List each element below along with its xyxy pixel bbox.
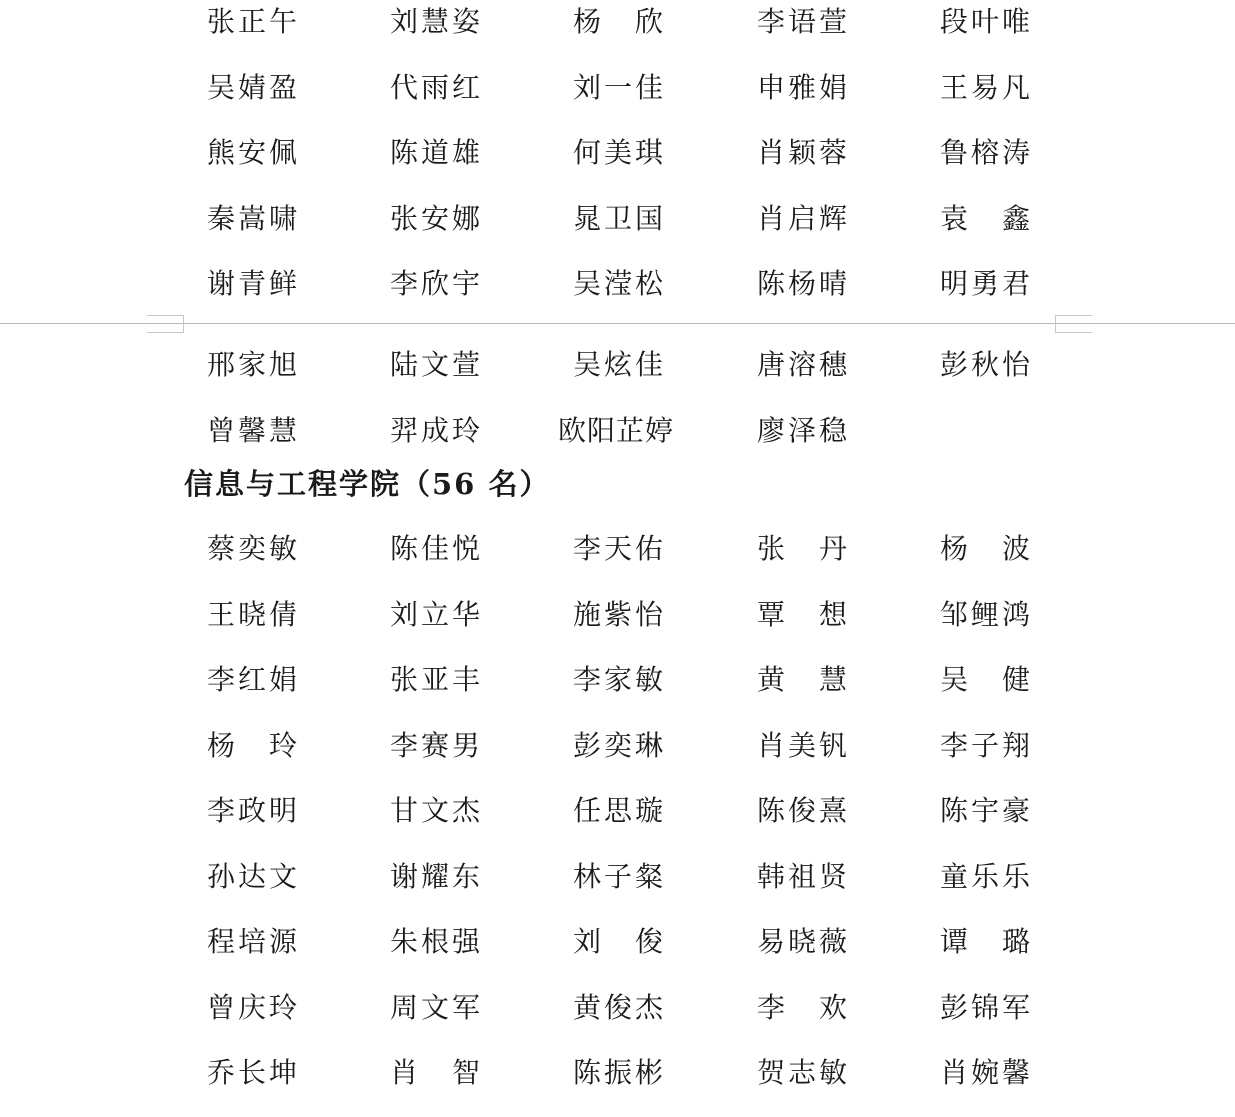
name-row bbox=[0, 1051, 1235, 1117]
person-name: 贺志敏 bbox=[757, 1056, 851, 1089]
person-name: 甘文杰 bbox=[390, 794, 484, 827]
name-list-continued bbox=[0, 343, 1235, 474]
person-name: 鲁榕涛 bbox=[940, 136, 1034, 169]
person-name: 李欣宇 bbox=[390, 267, 484, 300]
person-name: 周文军 bbox=[390, 990, 484, 1024]
name-list-top bbox=[0, 0, 1235, 328]
person-name: 张正午 bbox=[207, 5, 301, 38]
page-corner-mark-left bbox=[147, 315, 184, 333]
person-name: 李政明 bbox=[207, 794, 301, 827]
person-name: 唐溶穗 bbox=[757, 348, 851, 381]
name-row bbox=[0, 724, 1235, 790]
name-row bbox=[0, 0, 1235, 66]
name-list-information-engineering bbox=[0, 527, 1235, 1117]
person-name: 李红娟 bbox=[207, 663, 301, 696]
person-name: 李 欢 bbox=[757, 990, 851, 1024]
person-name: 李语萱 bbox=[757, 5, 851, 38]
person-name: 肖婉馨 bbox=[940, 1056, 1034, 1089]
person-name: 韩祖贤 bbox=[757, 859, 851, 893]
person-name: 童乐乐 bbox=[940, 859, 1034, 893]
person-name: 刘 俊 bbox=[573, 925, 667, 958]
person-name: 秦嵩啸 bbox=[207, 201, 301, 235]
name-row bbox=[0, 920, 1235, 986]
person-name: 黄 慧 bbox=[757, 663, 851, 696]
name-row bbox=[0, 789, 1235, 855]
page-break-line bbox=[0, 323, 1235, 324]
person-name: 陈俊熹 bbox=[757, 794, 851, 827]
person-name: 杨 玲 bbox=[207, 728, 301, 762]
person-name: 代雨红 bbox=[390, 70, 484, 104]
name-row bbox=[0, 855, 1235, 921]
person-name: 李家敏 bbox=[573, 663, 667, 696]
person-name: 林子粲 bbox=[573, 859, 667, 893]
person-name: 彭秋怡 bbox=[940, 348, 1034, 381]
person-name: 肖 智 bbox=[390, 1056, 484, 1089]
person-name: 吴滢松 bbox=[573, 267, 667, 300]
person-name: 肖启辉 bbox=[757, 201, 851, 235]
name-row bbox=[0, 986, 1235, 1052]
name-row bbox=[0, 131, 1235, 197]
person-name: 张亚丰 bbox=[390, 663, 484, 696]
person-name: 陈佳悦 bbox=[390, 532, 484, 565]
name-row bbox=[0, 527, 1235, 593]
person-name: 乔长坤 bbox=[207, 1056, 301, 1089]
person-name: 彭锦军 bbox=[940, 990, 1034, 1024]
person-name: 曾庆玲 bbox=[207, 990, 301, 1024]
person-name: 黄俊杰 bbox=[573, 990, 667, 1024]
name-row bbox=[0, 197, 1235, 263]
person-name: 任思璇 bbox=[573, 794, 667, 827]
person-name: 羿成玲 bbox=[390, 413, 484, 447]
person-name: 李赛男 bbox=[390, 728, 484, 762]
person-name: 孙达文 bbox=[207, 859, 301, 893]
person-name: 陆文萱 bbox=[390, 348, 484, 381]
person-name: 李子翔 bbox=[940, 728, 1034, 762]
page-corner-mark-right bbox=[1055, 315, 1092, 333]
name-row bbox=[0, 343, 1235, 409]
person-name: 曾馨慧 bbox=[207, 413, 301, 447]
person-name: 蔡奕敏 bbox=[207, 532, 301, 565]
person-name: 彭奕琳 bbox=[573, 728, 667, 762]
person-name: 邹鲤鸿 bbox=[940, 597, 1034, 631]
person-name: 施紫怡 bbox=[573, 597, 667, 631]
person-name: 王易凡 bbox=[940, 70, 1034, 104]
person-name: 覃 想 bbox=[757, 597, 851, 631]
name-row bbox=[0, 66, 1235, 132]
person-name: 张 丹 bbox=[757, 532, 851, 565]
person-name: 晁卫国 bbox=[573, 201, 667, 235]
name-row bbox=[0, 262, 1235, 328]
person-name: 陈振彬 bbox=[573, 1056, 667, 1089]
person-name: 吴炫佳 bbox=[573, 348, 667, 381]
person-name: 程培源 bbox=[207, 925, 301, 958]
person-name: 陈杨晴 bbox=[757, 267, 851, 300]
person-name: 肖美钒 bbox=[757, 728, 851, 762]
person-name: 易晓薇 bbox=[757, 925, 851, 958]
person-name: 谢耀东 bbox=[390, 859, 484, 893]
person-name: 何美琪 bbox=[573, 136, 667, 169]
person-name: 吴婧盈 bbox=[207, 70, 301, 104]
person-name: 袁 鑫 bbox=[940, 201, 1034, 235]
person-name: 陈宇豪 bbox=[940, 794, 1034, 827]
person-name: 吴 健 bbox=[940, 663, 1034, 696]
person-name: 刘立华 bbox=[390, 597, 484, 631]
person-name: 熊安佩 bbox=[207, 136, 301, 169]
person-name: 欧阳芷婷 bbox=[558, 413, 675, 447]
person-name: 廖泽稳 bbox=[757, 413, 851, 447]
person-name: 段叶唯 bbox=[940, 5, 1034, 38]
person-name: 刘慧姿 bbox=[390, 5, 484, 38]
name-row bbox=[0, 593, 1235, 659]
person-name: 张安娜 bbox=[390, 201, 484, 235]
person-name: 朱根强 bbox=[390, 925, 484, 958]
person-name: 李天佑 bbox=[573, 532, 667, 565]
person-name: 申雅娟 bbox=[757, 70, 851, 104]
person-name: 明勇君 bbox=[940, 267, 1034, 300]
person-name: 王晓倩 bbox=[207, 597, 301, 631]
person-name: 陈道雄 bbox=[390, 136, 484, 169]
person-name: 邢家旭 bbox=[207, 348, 301, 381]
person-name: 肖颖蓉 bbox=[757, 136, 851, 169]
person-name: 刘一佳 bbox=[573, 70, 667, 104]
person-name: 谢青鲜 bbox=[207, 267, 301, 300]
person-name: 杨 波 bbox=[940, 532, 1034, 565]
section-heading: 信息与工程学院（56 名） bbox=[184, 467, 551, 501]
name-row bbox=[0, 658, 1235, 724]
person-name: 谭 璐 bbox=[940, 925, 1034, 958]
person-name: 杨 欣 bbox=[573, 5, 667, 38]
